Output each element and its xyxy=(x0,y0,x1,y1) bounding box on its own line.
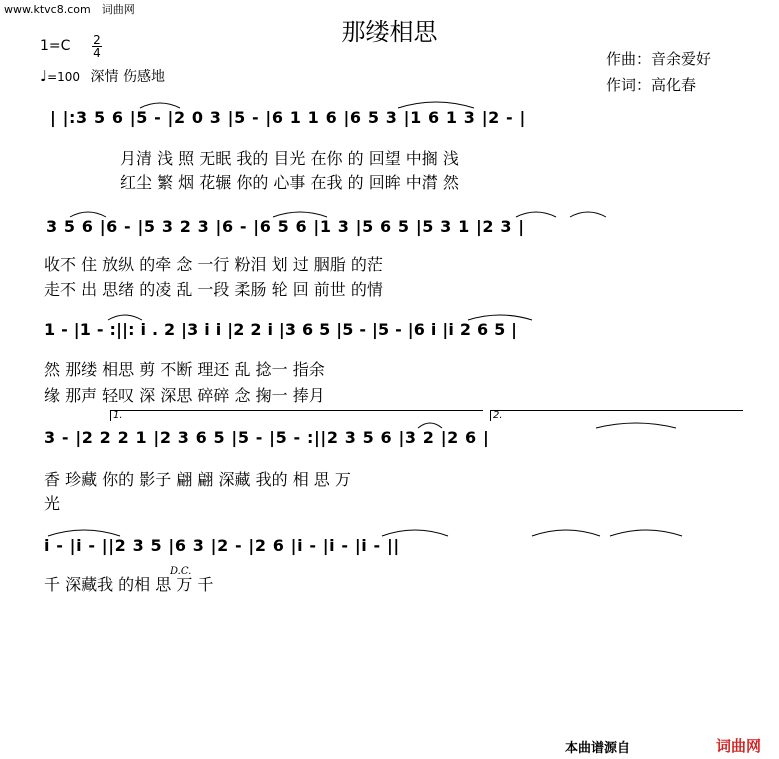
notes-line: 1 - |1 - :||: i . 2 |3 i i |2 2 i |3 6 5 |5 - |5 - |6 i |i 2 6 5 | xyxy=(44,320,518,339)
composer-credit: 作曲：音余爱好 xyxy=(606,50,712,68)
slur xyxy=(570,212,606,217)
key-signature xyxy=(40,38,70,54)
lyrics-verse-1: 香 珍藏 你的 影子 翩 翩 深藏 我的 相 思 万 xyxy=(44,470,351,489)
time-signature xyxy=(92,34,102,59)
da-capo-mark: D.C. xyxy=(170,566,192,577)
lyricist-credit: 作词：高化春 xyxy=(606,76,697,94)
tempo-marking xyxy=(40,66,165,86)
time-denominator: 4 xyxy=(93,46,101,60)
lyrics-verse-2: 缘 那声 轻叹 深 深思 碎碎 念 掬一 捧月 xyxy=(44,386,325,405)
notes-line: 3 5 6 |6 - |5 3 2 3 |6 - |6 5 6 |1 3 |5 6 5 |5 3 1 |2 3 | xyxy=(46,217,525,236)
second-ending-label: 2. xyxy=(493,410,503,421)
tempo-value: =100 xyxy=(47,70,81,84)
notes-line: i - |i - ||2 3 5 |6 3 |2 - |2 6 |i - |i - |i - || xyxy=(44,536,400,555)
slur xyxy=(532,530,600,536)
lyrics-verse-1: 月清 浅 照 无眠 我的 目光 在你 的 回望 中搁 浅 xyxy=(120,149,459,168)
lyrics-verse-2: 红尘 繁 烟 花辗 你的 心事 在我 的 回眸 中潸 然 xyxy=(120,173,459,192)
site-logo: 词曲网 xyxy=(716,737,762,755)
key-do: 1 xyxy=(40,38,49,54)
slur xyxy=(596,423,676,428)
key-equals: =C xyxy=(48,38,71,54)
lyrics-verse-1: 收不 住 放纵 的牵 念 一行 粉泪 划 过 胭脂 的茫 xyxy=(44,255,383,274)
lyrics-verse-2: 走不 出 思绪 的凌 乱 一段 柔肠 轮 回 前世 的情 xyxy=(44,280,383,299)
lyrics-verse-1: 然 那缕 相思 剪 不断 理还 乱 捻一 指余 xyxy=(44,360,325,379)
quarter-note-icon: ♩ xyxy=(40,67,48,85)
notes-line: | |:3 5 6 |5 - |2 0 3 |5 - |6 1 1 6 |6 5 3 |1 6 1 3 |2 - | xyxy=(50,108,526,127)
lyrics-verse-1: 千 深藏我 的相 思 万 千 xyxy=(44,575,214,594)
notes-line: 3 - |2 2 2 1 |2 3 6 5 |5 - |5 - :||2 3 5 6 |3 2 |2 6 | xyxy=(44,428,490,447)
first-ending-label: 1. xyxy=(113,410,123,421)
mood-text: 深情 伤感地 xyxy=(90,69,165,85)
time-numerator: 2 xyxy=(93,33,101,47)
slur xyxy=(610,530,682,536)
site-watermark: www.ktvc8.com 词曲网 xyxy=(4,3,135,16)
source-credit: 本曲谱源自 xyxy=(565,741,631,756)
first-ending-bracket xyxy=(110,410,483,421)
lyrics-verse-2: 光 xyxy=(44,494,61,513)
song-title: 那缕相思 xyxy=(341,18,438,46)
second-ending-bracket xyxy=(490,410,743,421)
